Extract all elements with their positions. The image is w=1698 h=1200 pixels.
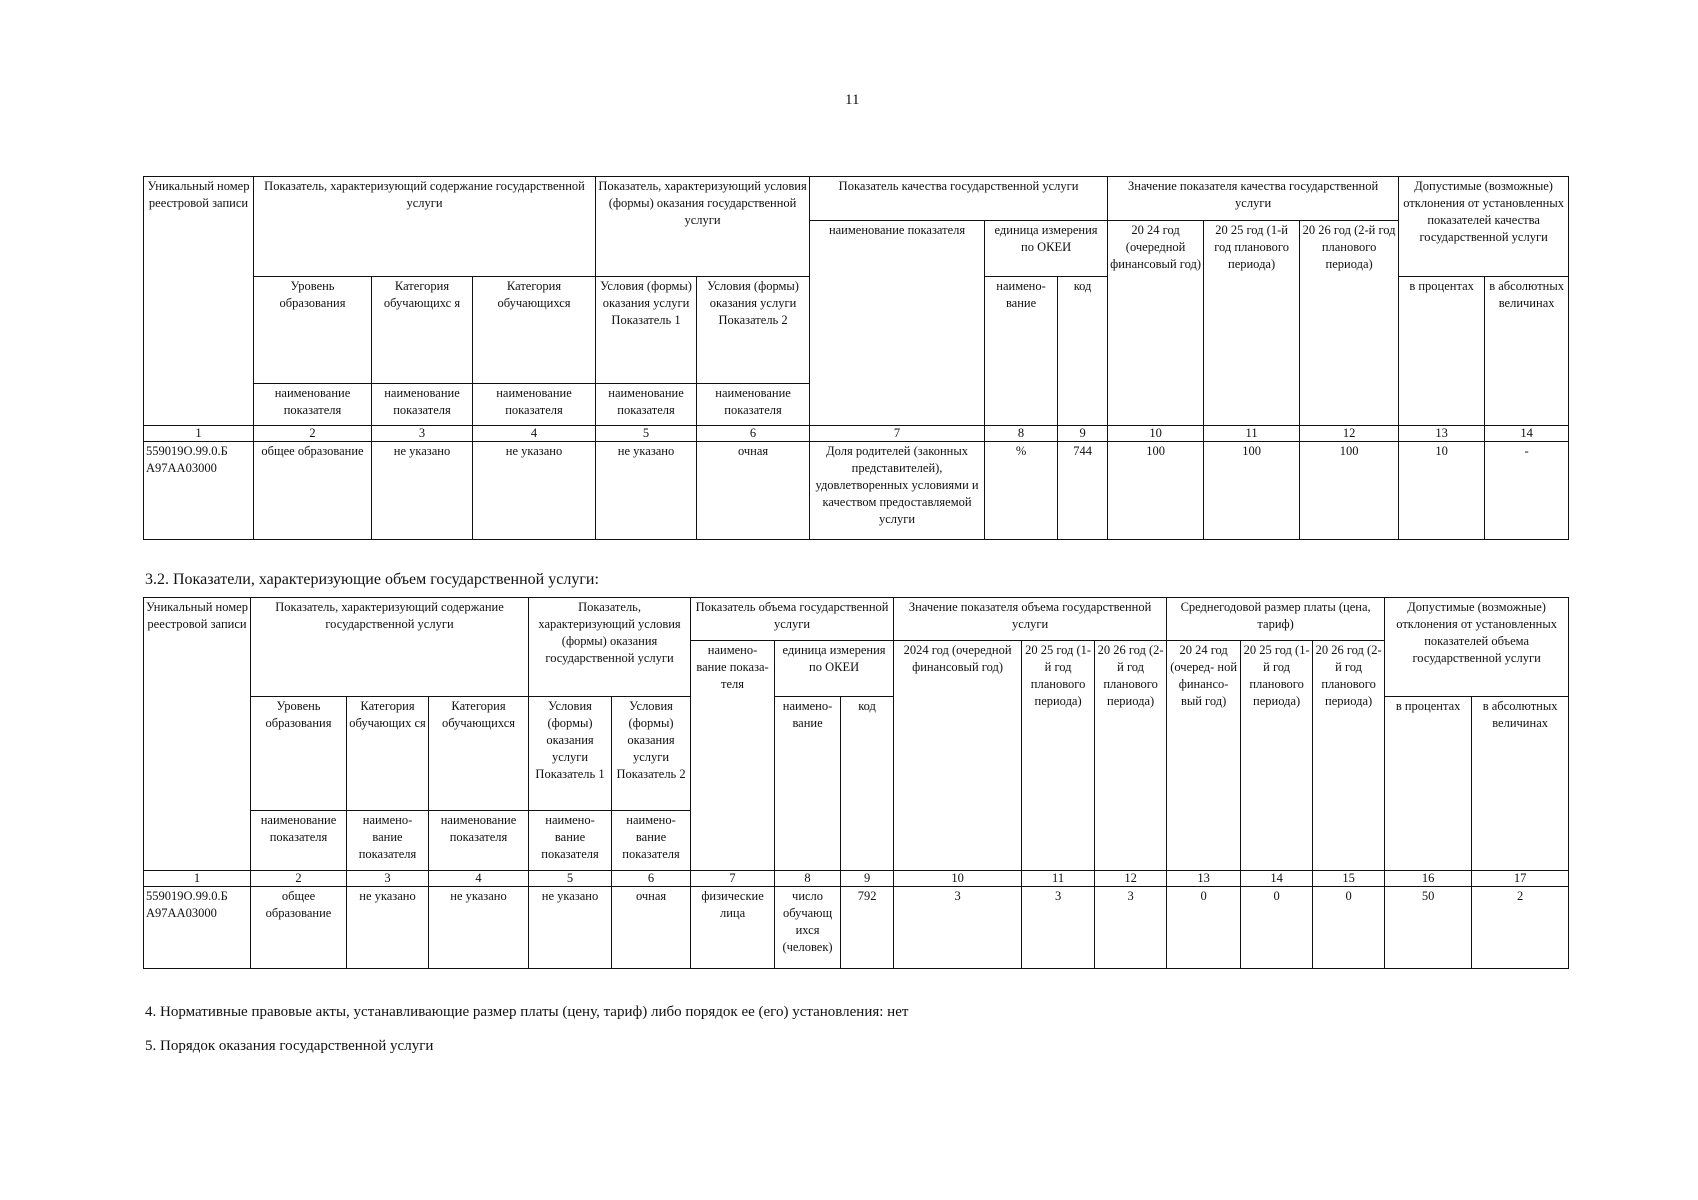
column-number: 1 [144,871,251,887]
column-number: 1 [144,426,254,442]
cell-unit-name: число обучающ ихся (человек) [775,887,841,969]
header-category-a: Категория обучающихс я [372,277,473,384]
column-number: 8 [985,426,1058,442]
header-indicator-name: наименование показателя [372,384,473,426]
column-number: 4 [473,426,596,442]
header-indicator-name: наименование показателя [473,384,596,426]
header-year-2025: 20 25 год (1-й год планового периода) [1204,221,1300,426]
column-number: 6 [697,426,810,442]
column-number: 17 [1472,871,1569,887]
quality-indicators-table [143,176,1569,540]
header-fee-2024: 20 24 год (очеред- ной финансо- вый год) [1167,641,1241,871]
header-volume-indicator: Показатель объема государственной услуги [691,598,894,641]
header-level: Уровень образования [254,277,372,384]
header-unit-okei: единица измерения по ОКЕИ [985,221,1108,277]
cell-quality-name: Доля родителей (законных представителей), удовлетворенных условиями и качеством предоставляемой услуги [810,442,985,540]
header-condition-2: Условия (формы) оказания услуги Показатель 2 [697,277,810,384]
cell-category-a: не указано [372,442,473,540]
paragraph-5-procedure: 5. Порядок оказания государственной услуги [145,1038,434,1054]
header-fee-2026: 20 26 год (2-й год планового периода) [1313,641,1385,871]
cell-dev-absolute: 2 [1472,887,1569,969]
header-indicator-name: наимено- вание показателя [612,811,691,871]
header-dev-absolute: в абсолютных величинах [1472,697,1569,871]
header-condition-1: Условия (формы) оказания услуги Показатель 1 [529,697,612,811]
header-conditions-indicator: Показатель, характеризующий условия (формы) оказания государственной услуги [529,598,691,697]
cell-value-2024: 100 [1108,442,1204,540]
header-conditions-indicator: Показатель, характеризующий условия (формы) оказания государственной услуги [596,177,810,277]
header-deviations: Допустимые (возможные) отклонения от установленных показателей объема государственной услуги [1385,598,1569,697]
column-number: 10 [1108,426,1204,442]
column-number: 14 [1485,426,1569,442]
header-volume-2026: 20 26 год (2-й год планового периода) [1095,641,1167,871]
cell-dev-absolute: - [1485,442,1569,540]
header-dev-percent: в процентах [1399,277,1485,426]
header-indicator-name: наименование показателя [697,384,810,426]
cell-education-level: общее образование [254,442,372,540]
header-quality-indicator: Показатель качества государственной услуги [810,177,1108,221]
header-category-a: Категория обучающих ся [347,697,429,811]
cell-fee-2026: 0 [1313,887,1385,969]
header-deviations: Допустимые (возможные) отклонения от установленных показателей качества государственной услуги [1399,177,1569,277]
header-quality-name: наименование показателя [810,221,985,426]
cell-volume-2024: 3 [894,887,1022,969]
cell-category-b: не указано [473,442,596,540]
cell-condition-2: очная [612,887,691,969]
header-fee-2025: 20 25 год (1-й год планового периода) [1241,641,1313,871]
cell-volume-2026: 3 [1095,887,1167,969]
header-condition-1: Условия (формы) оказания услуги Показатель 1 [596,277,697,384]
volume-indicators-table [143,597,1569,969]
header-category-b: Категория обучающихся [473,277,596,384]
cell-dev-percent: 50 [1385,887,1472,969]
cell-condition-2: очная [697,442,810,540]
column-number: 12 [1095,871,1167,887]
cell-registry-number: 559019О.99.0.Б А97АА03000 [144,887,251,969]
column-number: 15 [1313,871,1385,887]
cell-category-a: не указано [347,887,429,969]
cell-value-2025: 100 [1204,442,1300,540]
header-indicator-name: наимено- вание показателя [529,811,612,871]
cell-value-2026: 100 [1300,442,1399,540]
column-number: 13 [1167,871,1241,887]
header-condition-2: Условия (формы) оказания услуги Показатель 2 [612,697,691,811]
column-number: 2 [254,426,372,442]
cell-education-level: общее образование [251,887,347,969]
cell-condition-1: не указано [529,887,612,969]
column-number: 9 [1058,426,1108,442]
header-unit-code: код [841,697,894,871]
cell-unit-code: 792 [841,887,894,969]
header-volume-2025: 20 25 год (1-й год планового периода) [1022,641,1095,871]
column-number: 3 [347,871,429,887]
cell-volume-name: физические лица [691,887,775,969]
cell-registry-number: 559019О.99.0.Б А97АА03000 [144,442,254,540]
column-number: 6 [612,871,691,887]
column-number: 12 [1300,426,1399,442]
header-volume-values: Значение показателя объема государственной услуги [894,598,1167,641]
cell-unit-code: 744 [1058,442,1108,540]
section-heading-3-2: 3.2. Показатели, характеризующие объем государственной услуги: [145,571,599,588]
page-number: 11 [845,92,860,108]
header-content-indicator: Показатель, характеризующий содержание государственной услуги [251,598,529,697]
column-number: 10 [894,871,1022,887]
header-volume-name: наимено- вание показа- теля [691,641,775,871]
column-number: 2 [251,871,347,887]
header-level: Уровень образования [251,697,347,811]
column-number: 3 [372,426,473,442]
column-number: 13 [1399,426,1485,442]
cell-volume-2025: 3 [1022,887,1095,969]
header-unit-code: код [1058,277,1108,426]
header-quality-values: Значение показателя качества государственной услуги [1108,177,1399,221]
cell-dev-percent: 10 [1399,442,1485,540]
column-number: 11 [1022,871,1095,887]
header-year-2026: 20 26 год (2-й год планового периода) [1300,221,1399,426]
column-number: 11 [1204,426,1300,442]
header-unique-number: Уникальный номер реестровой записи [144,598,251,871]
header-dev-absolute: в абсолютных величинах [1485,277,1569,426]
header-indicator-name: наимено- вание показателя [347,811,429,871]
header-indicator-name: наименование показателя [251,811,347,871]
header-indicator-name: наименование показателя [429,811,529,871]
cell-fee-2024: 0 [1167,887,1241,969]
cell-unit-name: % [985,442,1058,540]
header-unit-okei: единица измерения по ОКЕИ [775,641,894,697]
column-number: 5 [596,426,697,442]
column-number: 5 [529,871,612,887]
column-number: 7 [810,426,985,442]
column-number: 14 [1241,871,1313,887]
cell-category-b: не указано [429,887,529,969]
cell-fee-2025: 0 [1241,887,1313,969]
header-fee: Среднегодовой размер платы (цена, тариф) [1167,598,1385,641]
header-indicator-name: наименование показателя [596,384,697,426]
header-unique-number: Уникальный номер реестровой записи [144,177,254,426]
header-content-indicator: Показатель, характеризующий содержание государственной услуги [254,177,596,277]
column-number: 8 [775,871,841,887]
column-number: 4 [429,871,529,887]
header-year-2024: 20 24 год (очередной финансовый год) [1108,221,1204,426]
header-category-b: Категория обучающихся [429,697,529,811]
column-number: 7 [691,871,775,887]
header-dev-percent: в процентах [1385,697,1472,871]
paragraph-4-legal-acts: 4. Нормативные правовые акты, устанавливающие размер платы (цену, тариф) либо порядок ее (его) установления: нет [145,1004,909,1020]
header-unit-name: наимено- вание [775,697,841,871]
header-volume-2024: 2024 год (очередной финансовый год) [894,641,1022,871]
header-unit-name: наимено- вание [985,277,1058,426]
header-indicator-name: наименование показателя [254,384,372,426]
column-number: 9 [841,871,894,887]
column-number: 16 [1385,871,1472,887]
cell-condition-1: не указано [596,442,697,540]
